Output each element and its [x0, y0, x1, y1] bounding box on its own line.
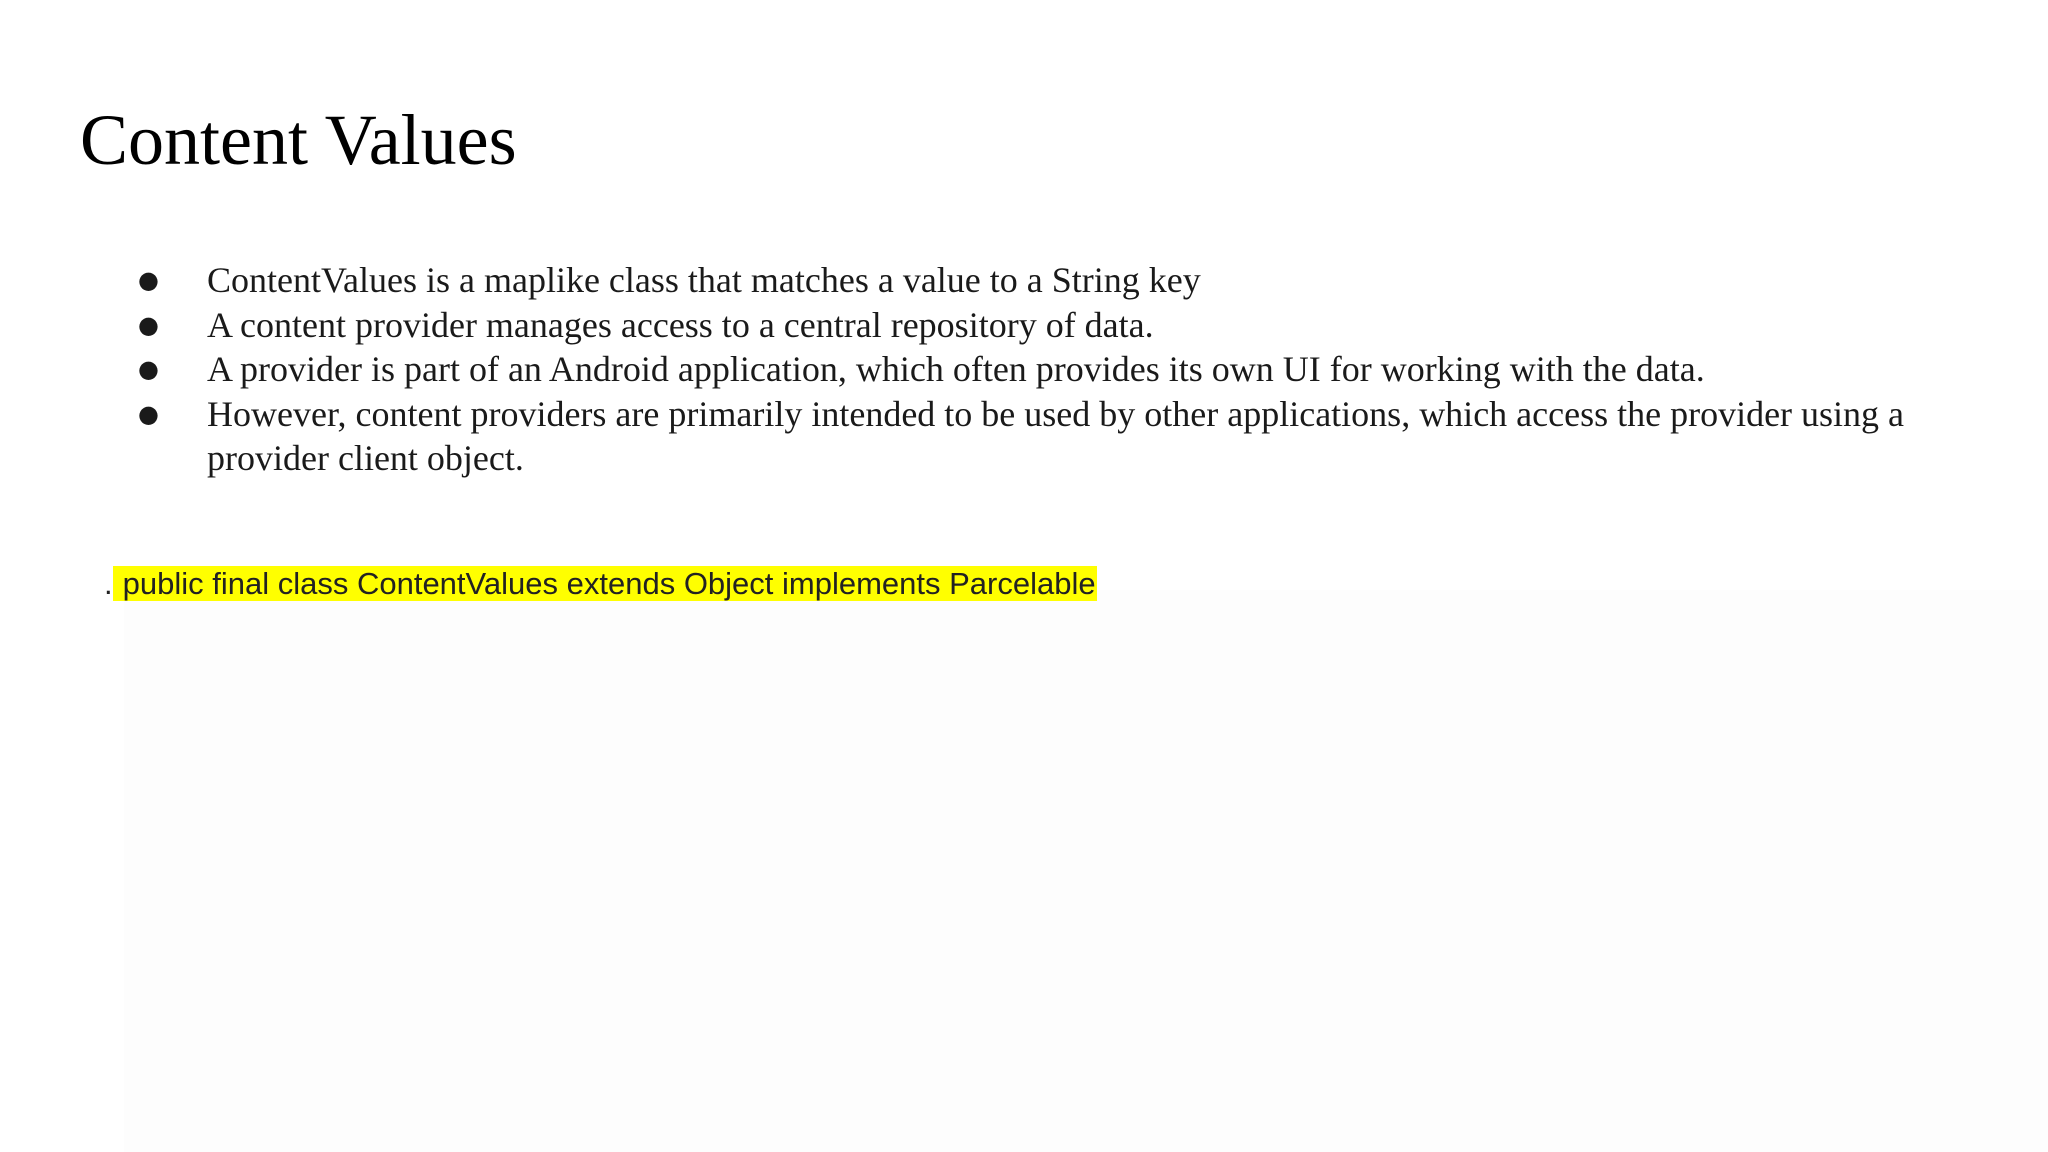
bullet-item — [130, 347, 1960, 392]
background-shade — [124, 590, 2048, 1152]
bullet-icon: ● — [138, 310, 159, 339]
bullet-icon: ● — [138, 399, 159, 428]
bullet-list — [130, 258, 1960, 481]
class-declaration — [104, 562, 1097, 606]
bullet-item — [130, 392, 1960, 481]
bullet-icon: ● — [138, 266, 159, 294]
bullet-text: However, content providers are primarily intended to be used by other applications, which access the provider using a provider client object. — [207, 393, 1905, 478]
code-prefix: . — [104, 566, 113, 601]
bullet-icon: ● — [138, 355, 159, 383]
slide-title: Content Values — [80, 100, 517, 180]
bullet-text: ContentValues is a maplike class that matches a value to a String key — [207, 260, 1201, 300]
bullet-item — [130, 303, 1960, 348]
highlighted-code: public final class ContentValues extends Object implements Parcelable — [113, 566, 1097, 601]
bullet-item — [130, 258, 1960, 303]
bullet-text: A provider is part of an Android application, which often provides its own UI for working with the data. — [207, 349, 1705, 389]
bullet-text: A content provider manages access to a central repository of data. — [207, 304, 1154, 345]
